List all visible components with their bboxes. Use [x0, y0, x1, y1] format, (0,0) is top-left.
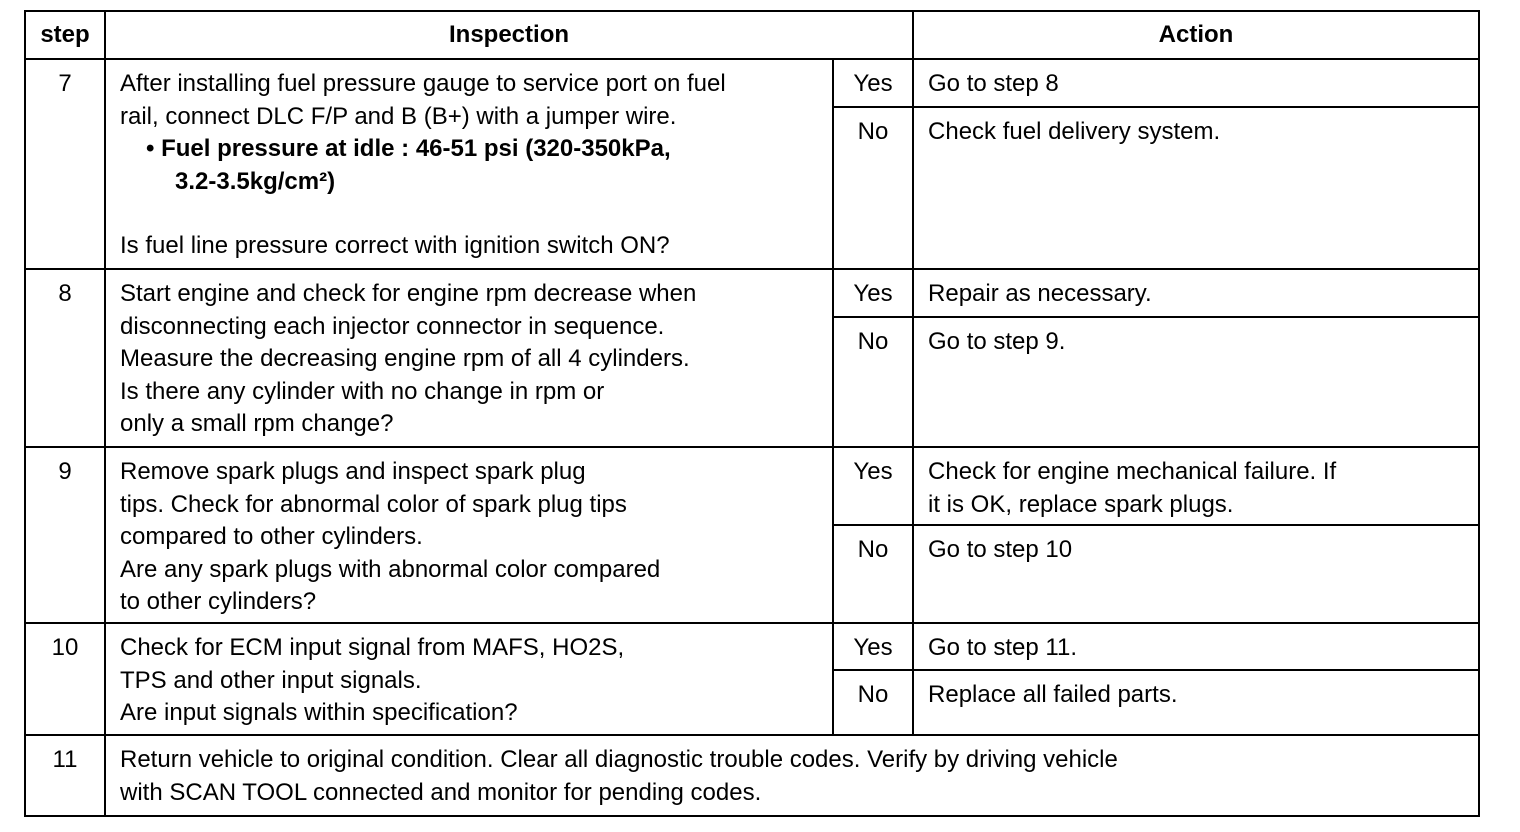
spec-bullet: • Fuel pressure at idle : 46-51 psi (320-350kPa,: [146, 135, 671, 162]
yes-label: Yes: [833, 447, 913, 525]
no-action: Check fuel delivery system.: [913, 107, 1479, 269]
yes-label: Yes: [833, 269, 913, 317]
step-number: 11: [25, 735, 105, 816]
no-label: No: [833, 525, 913, 623]
table-row: [25, 269, 1479, 317]
step-number: 7: [25, 59, 105, 269]
yes-action: Go to step 11.: [913, 623, 1479, 670]
inspection-cell: Start engine and check for engine rpm decrease when disconnecting each injector connector in sequence. Measure the decreasing engine rpm of all 4 cylinders. Is there any cylinder with no change in rpm or only a small rpm change?: [105, 269, 833, 447]
no-action: Go to step 9.: [913, 317, 1479, 447]
inspection-question: Is fuel line pressure correct with ignition switch ON?: [120, 232, 670, 259]
table-row: [25, 447, 1479, 525]
header-action: Action: [913, 11, 1479, 59]
inspection-line: rail, connect DLC F/P and B (B+) with a jumper wire.: [120, 102, 677, 130]
yes-label: Yes: [833, 623, 913, 670]
header-step: step: [25, 11, 105, 59]
spec-bullet-cont: 3.2-3.5kg/cm²): [175, 167, 336, 195]
yes-action: Check for engine mechanical failure. If it is OK, replace spark plugs.: [913, 447, 1479, 525]
inspection-cell: Check for ECM input signal from MAFS, HO2S, TPS and other input signals. Are input signals within specification?: [105, 623, 833, 735]
no-label: No: [833, 107, 913, 269]
inspection-cell: [105, 59, 833, 269]
table-row: [25, 623, 1479, 670]
header-inspection: Inspection: [105, 11, 913, 59]
inspection-line: After installing fuel pressure gauge to service port on fuel: [120, 70, 726, 97]
table-row: [25, 735, 1479, 816]
inspection-cell: Remove spark plugs and inspect spark plug tips. Check for abnormal color of spark plug tips compared to other cylinders. Are any spark plugs with abnormal color compared to other cylinders?: [105, 447, 833, 623]
table-row: [25, 59, 1479, 107]
no-label: No: [833, 670, 913, 735]
no-action: Go to step 10: [913, 525, 1479, 623]
step-number: 10: [25, 623, 105, 735]
header-row: [25, 11, 1479, 59]
no-action: Replace all failed parts.: [913, 670, 1479, 735]
step-number: 9: [25, 447, 105, 623]
no-label: No: [833, 317, 913, 447]
diagnostic-table: [24, 10, 1480, 817]
yes-action: Repair as necessary.: [913, 269, 1479, 317]
yes-label: Yes: [833, 59, 913, 107]
inspection-cell: Return vehicle to original condition. Clear all diagnostic trouble codes. Verify by driving vehicle with SCAN TOOL connected and monitor for pending codes.: [105, 735, 1479, 816]
step-number: 8: [25, 269, 105, 447]
yes-action: Go to step 8: [913, 59, 1479, 107]
